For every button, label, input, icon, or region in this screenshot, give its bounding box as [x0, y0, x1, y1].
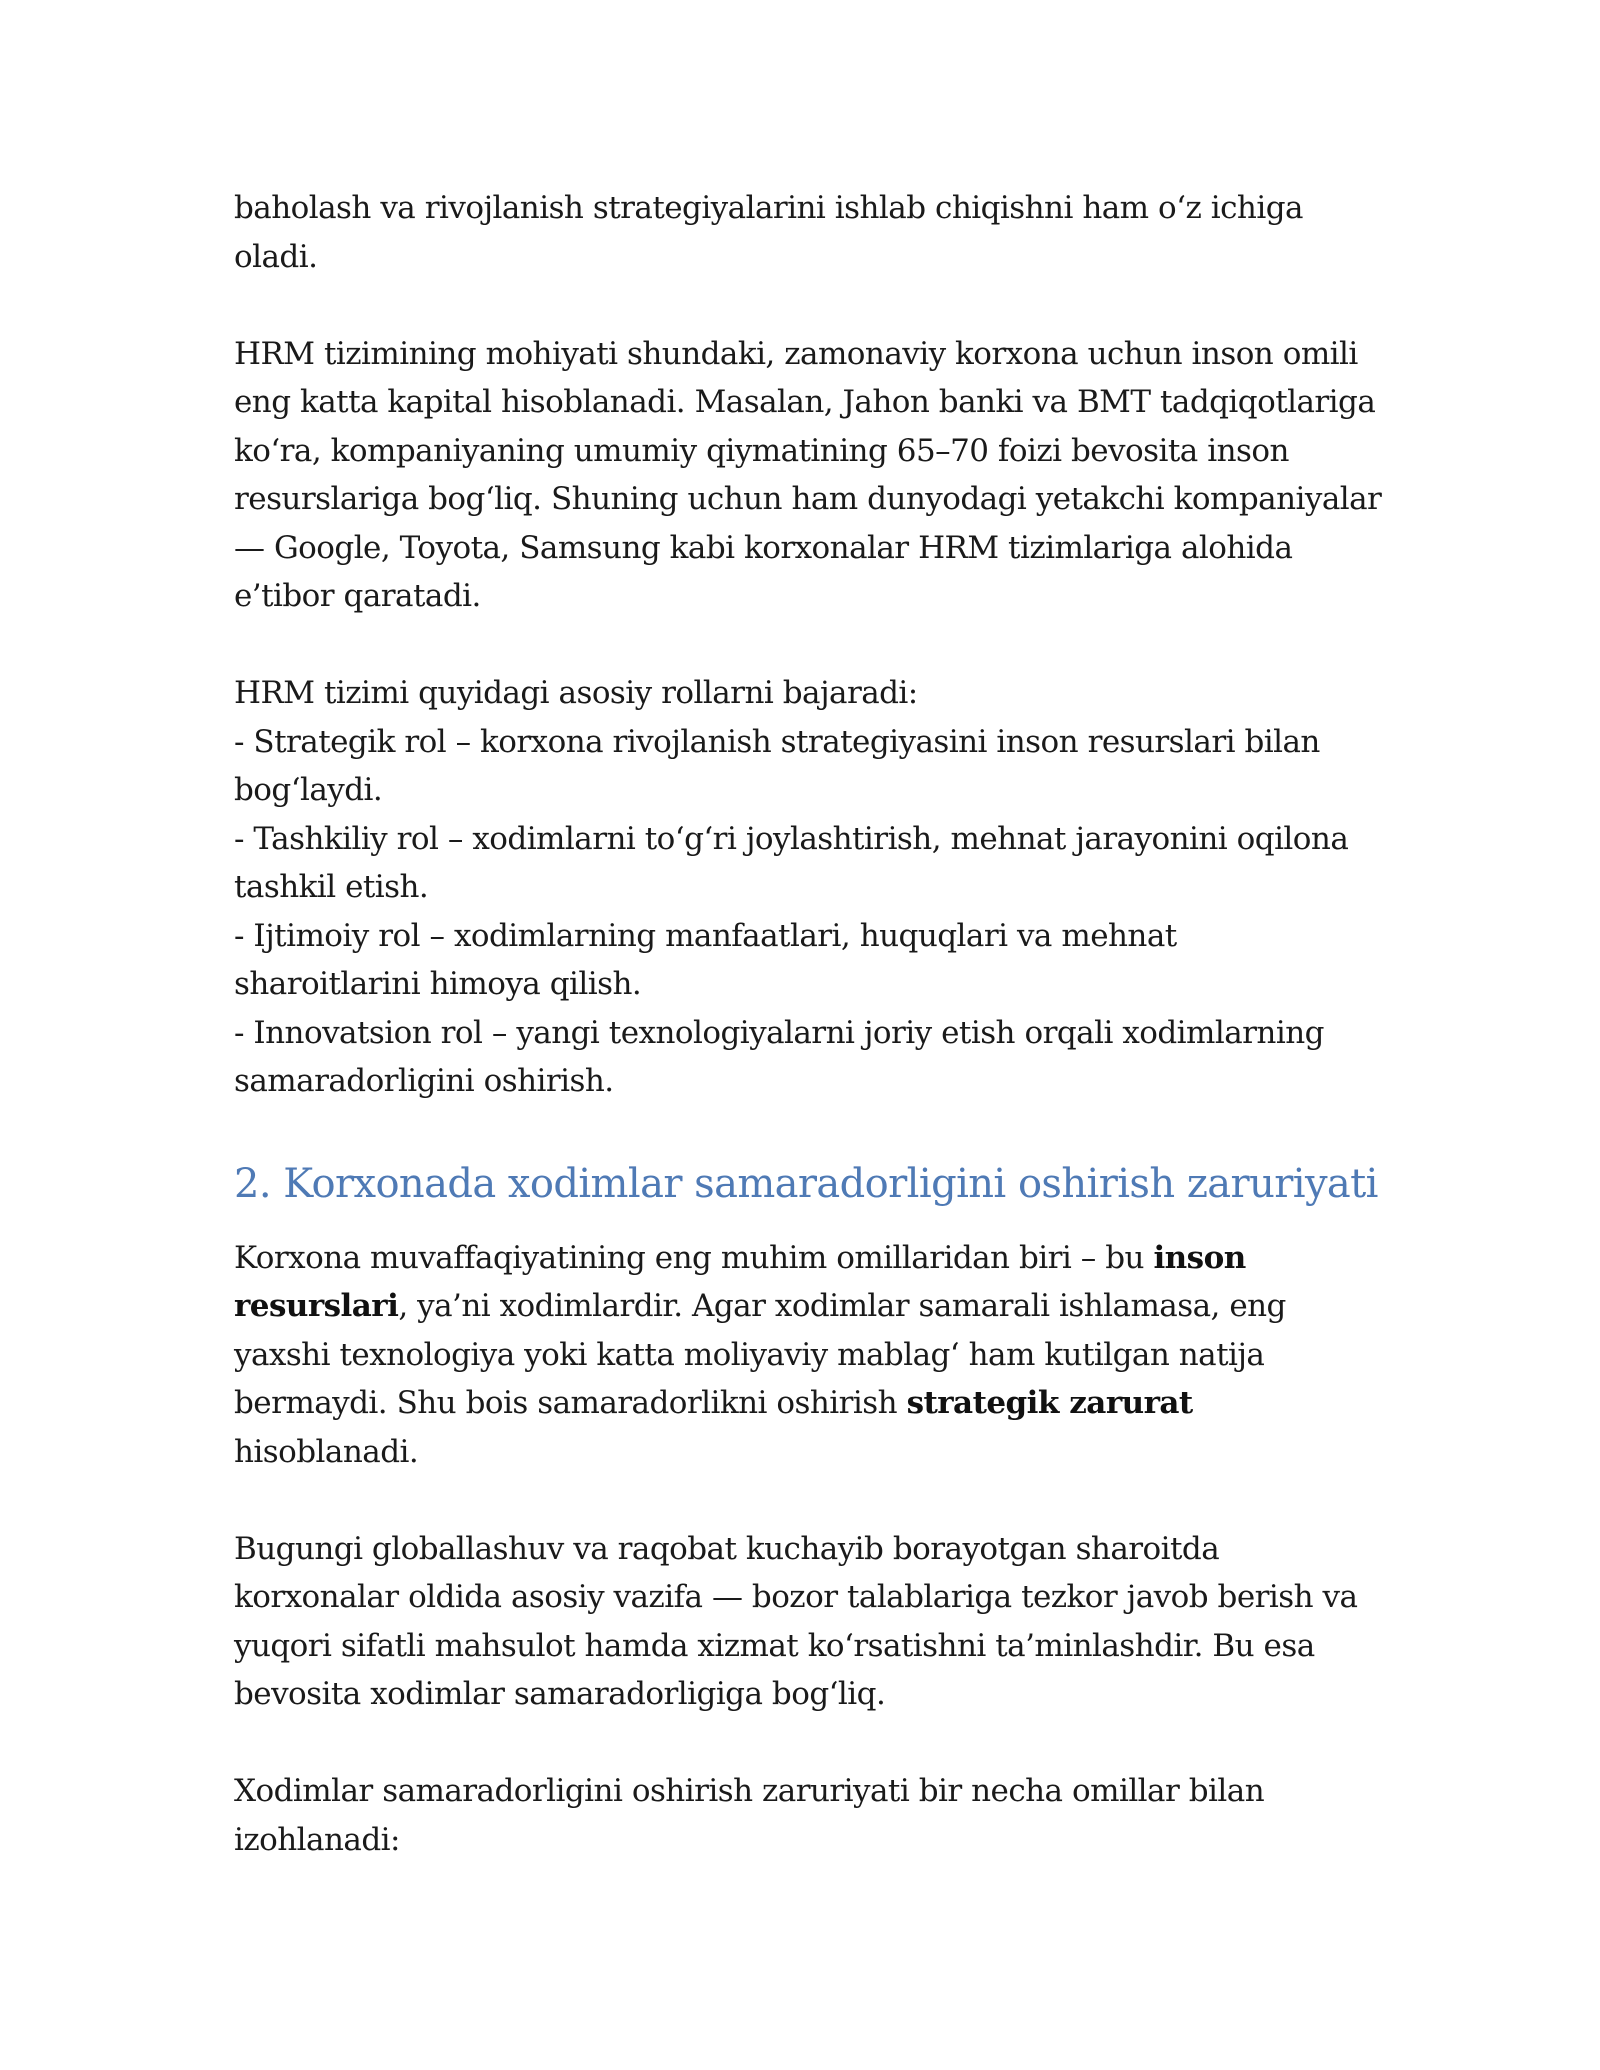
text-line: tashkil etish. — [234, 869, 429, 905]
paragraph-necessity — [234, 1767, 1374, 1864]
section-heading: 2. Korxonada xodimlar samaradorligini oshirish zaruriyati — [234, 1160, 1378, 1207]
list-item-organizational-role: - Tashkiliy rol – xodimlarni to‘g‘ri joylashtirish, mehnat jarayonini oqilona — [234, 820, 1349, 857]
text-line — [234, 1234, 1374, 1283]
text-line — [234, 1379, 1374, 1428]
text-line: e’tibor qaratadi. — [234, 578, 481, 614]
text-line: baholash va rivojlanish strategiyalarini ishlab chiqishni ham o‘z ichiga — [234, 190, 1303, 226]
text-segment: , ya’ni xodimlardir. Agar xodimlar samarali ishlamasa, eng — [398, 1288, 1286, 1324]
list-item-innovation-role: - Innovatsion rol – yangi texnologiyalarni joriy etish orqali xodimlarning — [234, 1014, 1324, 1051]
bold-text: inson — [1153, 1239, 1246, 1276]
text-line — [234, 1282, 1374, 1331]
text-segment: bermaydi. Shu bois samaradorlikni oshirish — [234, 1385, 907, 1421]
text-line: bog‘laydi. — [234, 772, 383, 808]
text-line: samaradorligini oshirish. — [234, 1063, 614, 1099]
paragraph-gap — [234, 621, 1374, 670]
text-line: HRM tizimi quyidagi asosiy rollarni bajaradi: — [234, 675, 918, 711]
paragraph-globalization — [234, 1525, 1374, 1719]
text-line: eng katta kapital hisoblanadi. Masalan, Jahon banki va BMT tadqiqotlariga — [234, 384, 1376, 420]
paragraph-gap — [234, 281, 1374, 330]
paragraph-continuation — [234, 184, 1374, 281]
text-line: oladi. — [234, 238, 318, 275]
list-item-social-role: - Ijtimoiy rol – xodimlarning manfaatlari, huquqlari va mehnat — [234, 917, 1177, 954]
paragraph-success-factors — [234, 1234, 1374, 1477]
text-line: hisoblanadi. — [234, 1433, 419, 1470]
text-line: Bugungi globallashuv va raqobat kuchayib borayotgan sharoitda — [234, 1530, 1220, 1567]
text-line: resurslariga bog‘liq. Shuning uchun ham dunyodagi yetakchi kompaniyalar — [234, 481, 1382, 517]
paragraph-hrm-roles — [234, 669, 1374, 1106]
section-heading-wrapper — [234, 1156, 1378, 1212]
paragraph-gap — [234, 1476, 1374, 1525]
text-line: sharoitlarini himoya qilish. — [234, 966, 642, 1002]
text-line: bevosita xodimlar samaradorligiga bog‘liq. — [234, 1676, 886, 1712]
list-item-strategic-role: - Strategik rol – korxona rivojlanish strategiyasini inson resurslari bilan — [234, 723, 1320, 760]
bold-text: resurslari — [234, 1288, 399, 1324]
text-line: korxonalar oldida asosiy vazifa — bozor talablariga tezkor javob berish va — [234, 1579, 1358, 1615]
document-body — [234, 184, 1382, 1864]
text-line: Xodimlar samaradorligini oshirish zaruriyati bir necha omillar bilan — [234, 1773, 1265, 1809]
text-line: HRM tizimining mohiyati shundaki, zamonaviy korxona uchun inson omili — [234, 335, 1358, 372]
text-line: yuqori sifatli mahsulot hamda xizmat ko‘rsatishni ta’minlashdir. Bu esa — [234, 1627, 1315, 1664]
text-line: yaxshi texnologiya yoki katta moliyaviy mablag‘ ham kutilgan natija — [234, 1336, 1265, 1373]
bold-text: strategik zarurat — [906, 1385, 1193, 1421]
text-segment: Korxona muvaffaqiyatining eng muhim omillaridan biri – bu — [234, 1239, 1154, 1276]
text-line: izohlanadi: — [234, 1821, 400, 1858]
text-line: — Google, Toyota, Samsung kabi korxonalar HRM tizimlariga alohida — [234, 529, 1293, 566]
paragraph-gap — [234, 1719, 1374, 1768]
text-line: ko‘ra, kompaniyaning umumiy qiymatining 65–70 foizi bevosita inson — [234, 432, 1289, 469]
paragraph-hrm-essence — [234, 330, 1382, 621]
